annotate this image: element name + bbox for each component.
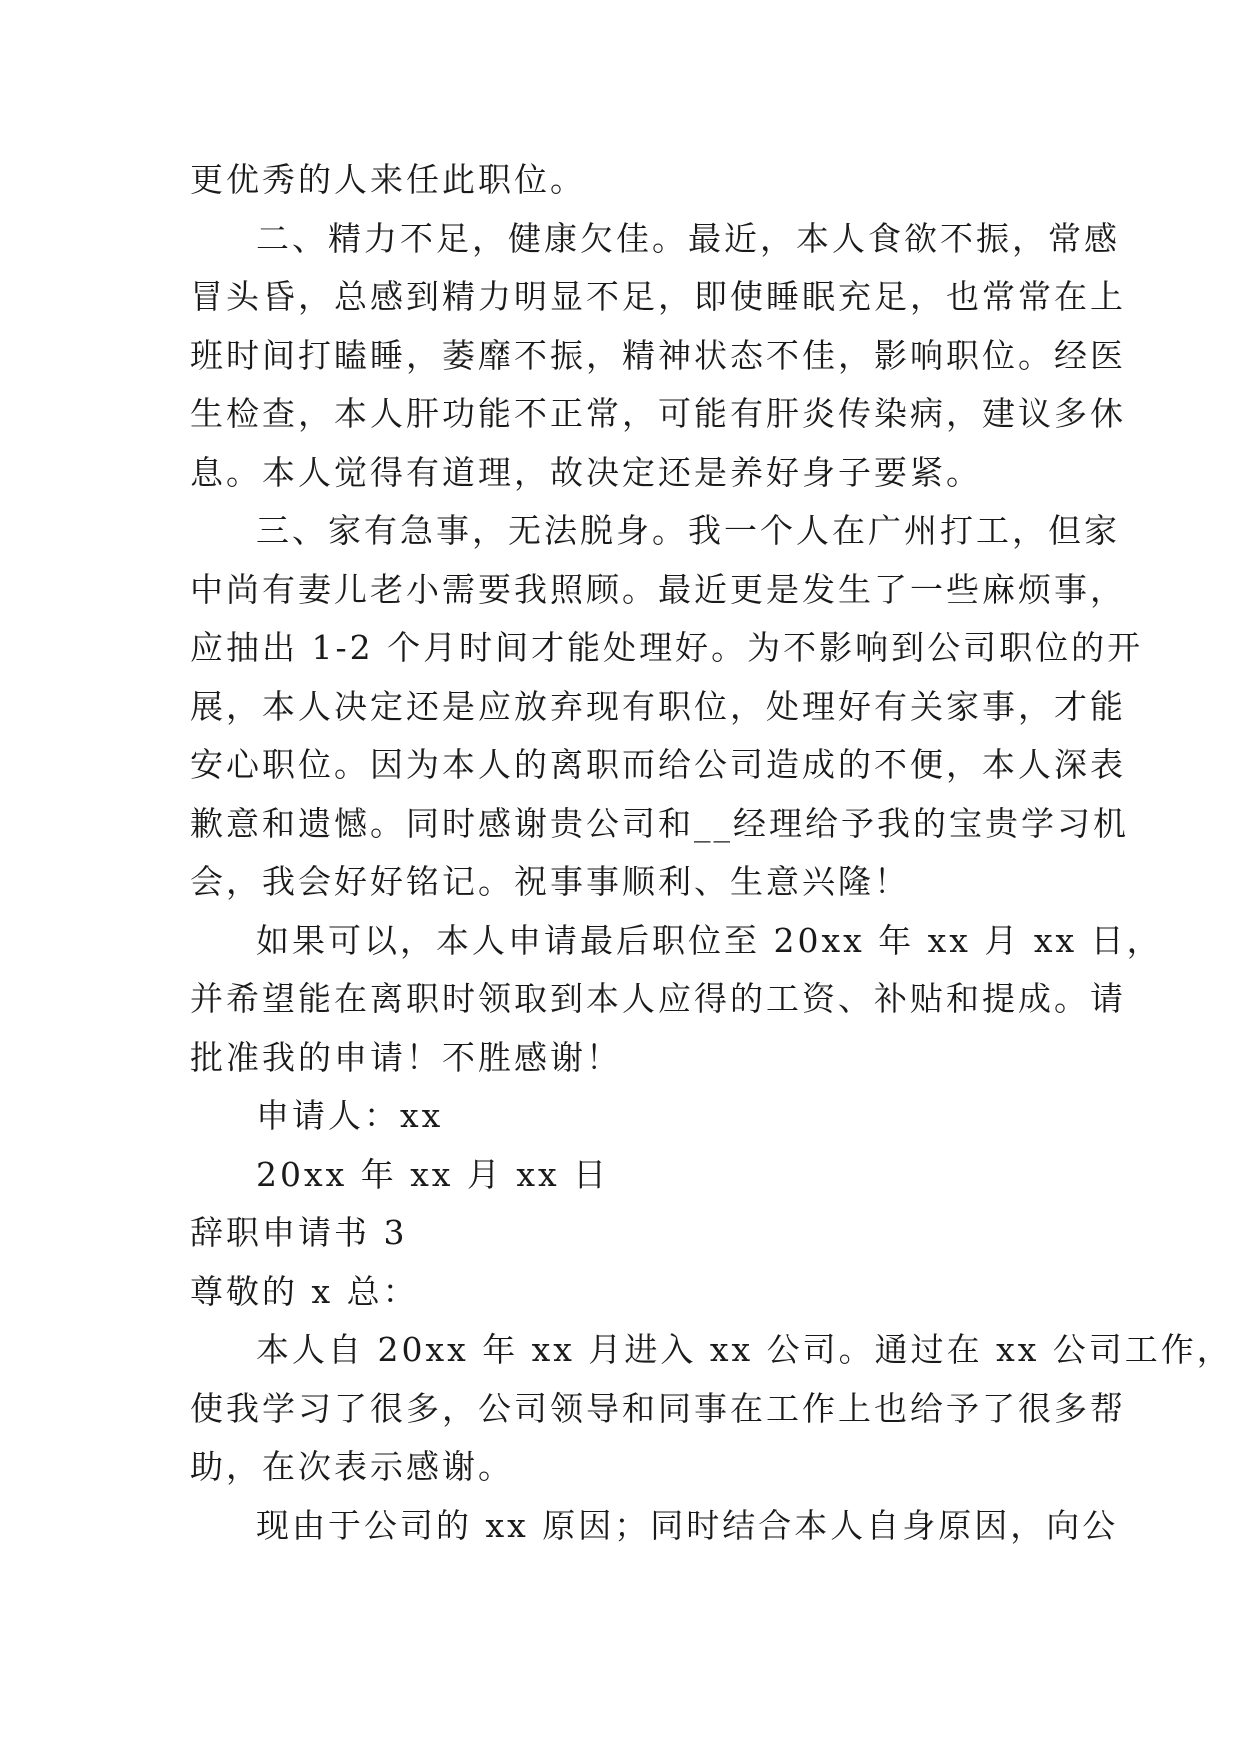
document-line: 二、精力不足，健康欠佳。最近，本人食欲不振，常感 (256, 218, 1120, 258)
document-line: 展，本人决定还是应放弃现有职位，处理好有关家事，才能 (190, 686, 1126, 726)
document-line: 歉意和遗憾。同时感谢贵公司和__经理给予我的宝贵学习机 (190, 803, 1129, 843)
document-line: 本人自 20xx 年 xx 月进入 xx 公司。通过在 xx 公司工作， (256, 1330, 1233, 1369)
document-body (190, 151, 1233, 1555)
document-line: 三、家有急事，无法脱身。我一个人在广州打工，但家 (256, 511, 1120, 550)
document-line: 更优秀的人来任此职位。 (190, 160, 586, 199)
document-line: 班时间打瞌睡，萎靡不振，精神状态不佳，影响职位。经医 (190, 335, 1126, 375)
document-line: 使我学习了很多，公司领导和同事在工作上也给予了很多帮 (190, 1388, 1126, 1428)
document-line: 辞职申请书 3 (190, 1213, 408, 1252)
document-line: 如果可以，本人申请最后职位至 20xx 年 xx 月 xx 日， (256, 920, 1163, 960)
document-line: 息。本人觉得有道理，故决定还是养好身子要紧。 (190, 452, 982, 492)
document-line: 安心职位。因为本人的离职而给公司造成的不便，本人深表 (190, 745, 1126, 784)
document-line: 生检查，本人肝功能不正常，可能有肝炎传染病，建议多休 (190, 394, 1126, 433)
document-line: 批准我的申请！不胜感谢！ (190, 1037, 622, 1077)
document-line: 现由于公司的 xx 原因；同时结合本人自身原因，向公 (256, 1505, 1119, 1545)
document-line: 冒头昏，总感到精力明显不足，即使睡眠充足，也常常在上 (190, 277, 1126, 316)
document-line: 并希望能在离职时领取到本人应得的工资、补贴和提成。请 (190, 979, 1126, 1018)
document-line: 应抽出 1-2 个月时间才能处理好。为不影响到公司职位的开 (190, 628, 1144, 667)
document-line: 申请人：xx (256, 1096, 444, 1135)
document-line: 20xx 年 xx 月 xx 日 (256, 1154, 610, 1194)
document-line: 会，我会好好铭记。祝事事顺利、生意兴隆！ (190, 862, 910, 901)
document-line: 助，在次表示感谢。 (190, 1447, 514, 1486)
document-line: 中尚有妻儿老小需要我照顾。最近更是发生了一些麻烦事， (190, 569, 1126, 609)
document-line: 尊敬的 x 总： (190, 1271, 419, 1311)
